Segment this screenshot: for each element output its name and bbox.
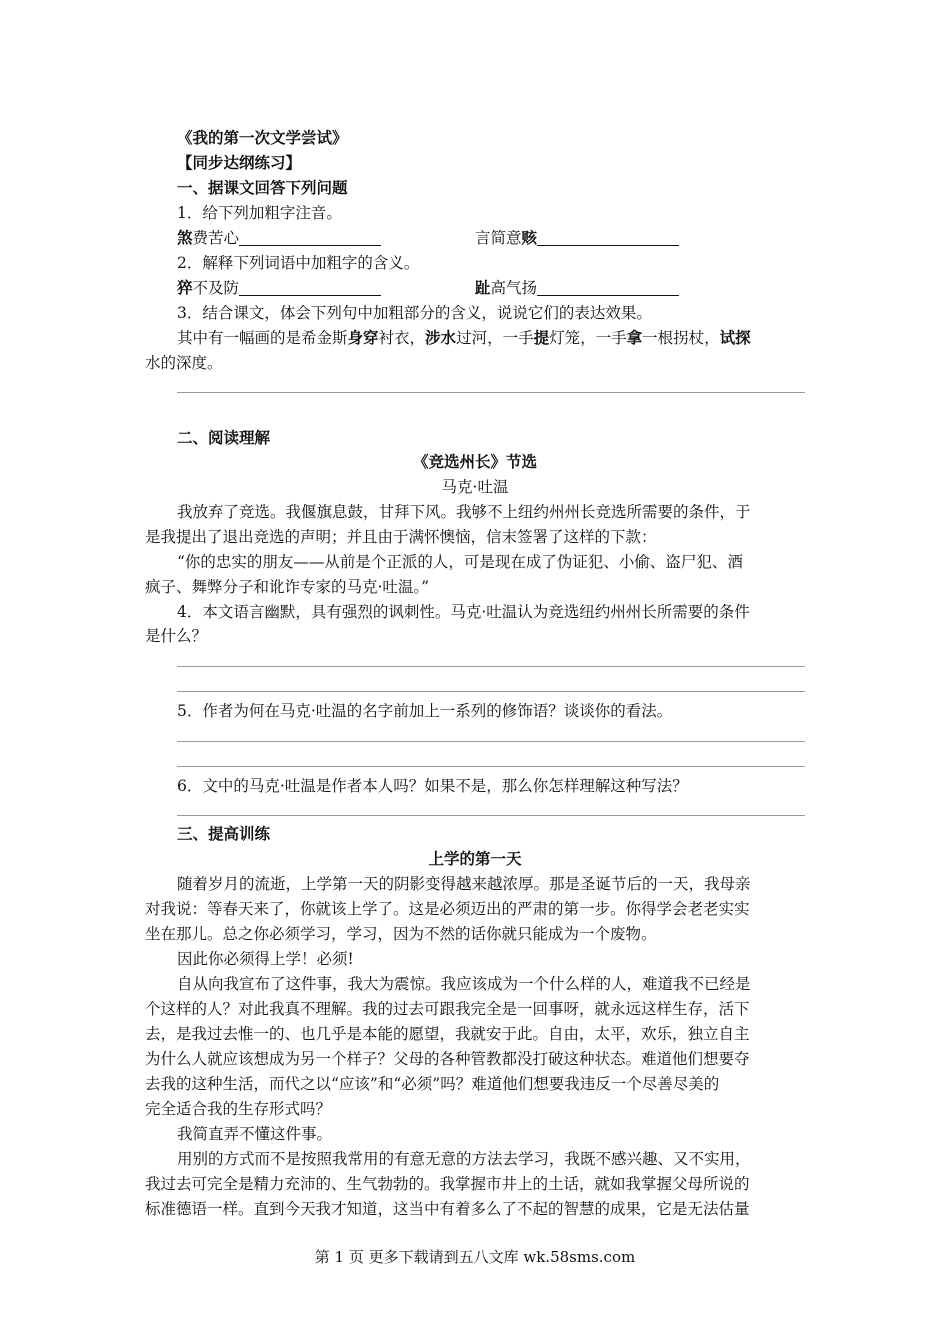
question-4: 4．本文语言幽默，具有强烈的讽刺性。马克·吐温认为竞选纽约州州长所需要的条件 — [177, 603, 750, 621]
answer-blank[interactable] — [537, 229, 679, 246]
bold-phrase: 提 — [533, 328, 550, 347]
paragraph-line: 我放弃了竞选。我偃旗息鼓，甘拜下风。我够不上纽约州州长竞选所需要的条件，于 — [177, 503, 751, 521]
paragraph-line: 去，是我过去惟一的、也几乎是本能的愿望，我就安于此。自由，太平，欢乐，独立自主 — [145, 1025, 750, 1043]
answer-line[interactable] — [177, 666, 805, 667]
part2-heading: 二、阅读理解 — [177, 428, 271, 447]
paragraph-line: 随着岁月的流逝，上学第一天的阴影变得越来越浓厚。那是圣诞节后的一天，我母亲 — [177, 875, 751, 893]
bold-char: 趾 — [475, 278, 491, 297]
bold-char: 赅 — [521, 228, 538, 247]
word-rest: 高气扬 — [490, 279, 538, 297]
answer-line[interactable] — [177, 691, 805, 692]
paragraph-line: 我过去可完全是精力充沛的、生气勃勃的。我掌握市井上的土话，就如我掌握父母所说的 — [145, 1175, 750, 1193]
question-4-cont: 是什么？ — [145, 627, 208, 645]
part1-heading: 一、据课文回答下列问题 — [177, 178, 348, 197]
text-span: 其中有一幅画的是希金斯 — [177, 329, 348, 347]
word-rest: 费苦心 — [192, 229, 240, 247]
paragraph-line: 因此你必须得上学！必须! — [177, 950, 354, 968]
paragraph-line: 标准德语一样。直到今天我才知道，这当中有着多么了不起的智慧的成果，它是无法估量 — [145, 1200, 750, 1218]
paragraph-line: 个这样的人？对此我真不理解。我的过去可跟我完全是一回事呀，就永远这样生存，活下 — [145, 1000, 750, 1018]
answer-line[interactable] — [177, 815, 805, 816]
page-footer: 第 1 页 更多下载请到五八文库 wk.58sms.com — [314, 1248, 636, 1266]
article-title: 《竞选州长》节选 — [412, 452, 537, 471]
question-2: 2．解释下列词语中加粗字的含义。 — [177, 254, 420, 272]
text-span: 一根拐杖， — [642, 329, 720, 347]
text-span: 过河，一手 — [456, 329, 534, 347]
section-tag: 【同步达纲练习】 — [177, 153, 302, 172]
answer-blank[interactable] — [239, 229, 381, 246]
bold-phrase: 拿 — [626, 328, 643, 347]
part3-heading: 三、提高训练 — [177, 824, 271, 843]
word-pre: 言简意 — [475, 229, 522, 247]
text-span: 衬衣， — [378, 329, 426, 347]
paragraph-line: 自从向我宣布了这件事，我大为震惊。我应该成为一个什么样的人，难道我不已经是 — [177, 975, 751, 993]
paragraph-line: 疯子、舞弊分子和讹诈专家的马克·吐温。” — [145, 578, 430, 596]
answer-blank[interactable] — [239, 279, 381, 296]
bold-char: 猝 — [177, 278, 193, 297]
answer-blank[interactable] — [537, 279, 679, 296]
article-author: 马克·吐温 — [441, 478, 509, 496]
q3-sentence-cont: 水的深度。 — [145, 354, 223, 372]
question-3: 3．结合课文，体会下列句中加粗部分的含义，说说它们的表达效果。 — [177, 304, 652, 322]
paragraph-line: 坐在那儿。总之你必须学习，学习，因为不然的话你就只能成为一个废物。 — [145, 925, 657, 943]
paragraph-line: 是我提出了退出竞选的声明；并且由于满怀懊恼，信末签署了这样的下款： — [145, 528, 657, 546]
answer-line[interactable] — [177, 766, 805, 767]
question-6: 6．文中的马克·吐温是作者本人吗？如果不是，那么你怎样理解这种写法？ — [177, 777, 688, 795]
paragraph-line: “你的忠实的朋友——从前是个正派的人，可是现在成了伪证犯、小偷、盗尸犯、酒 — [177, 553, 743, 571]
article-title: 上学的第一天 — [428, 849, 522, 868]
paragraph-line: 为什么人就应该想成为另一个样子？父母的各种管教都没打破这种状态。难道他们想要夺 — [145, 1050, 750, 1068]
bold-phrase: 身穿 — [347, 328, 379, 347]
answer-line[interactable] — [177, 392, 805, 393]
question-1: 1．给下列加粗字注音。 — [177, 204, 342, 222]
q3-sentence — [177, 328, 751, 348]
paragraph-line: 对我说：等春天来了，你就该上学了。这是必须迈出的严肃的第一步。你得学会老老实实 — [145, 900, 750, 918]
question-5: 5．作者为何在马克·吐温的名字前加上一系列的修饰语？谈谈你的看法。 — [177, 702, 673, 720]
word-rest: 不及防 — [192, 279, 240, 297]
paragraph-line: 完全适合我的生存形式吗？ — [145, 1100, 332, 1118]
text-span: 灯笼，一手 — [549, 329, 627, 347]
bold-char: 煞 — [177, 228, 193, 247]
paragraph-line: 用别的方式而不是按照我常用的有意无意的方法去学习，我既不感兴趣、又不实用， — [177, 1150, 751, 1168]
document-title: 《我的第一次文学尝试》 — [177, 128, 348, 147]
q2-item-a — [177, 278, 381, 298]
q2-item-b — [475, 278, 679, 298]
bold-phrase: 试探 — [719, 328, 751, 347]
q1-item-b — [475, 228, 679, 248]
paragraph-line: 去我的这种生活，而代之以“应该”和“必须”吗？难道他们想要我违反一个尽善尽美的 — [145, 1075, 720, 1093]
answer-line[interactable] — [177, 741, 805, 742]
q1-item-a — [177, 228, 381, 248]
bold-phrase: 涉水 — [425, 328, 457, 347]
paragraph-line: 我简直弄不懂这件事。 — [177, 1125, 333, 1143]
